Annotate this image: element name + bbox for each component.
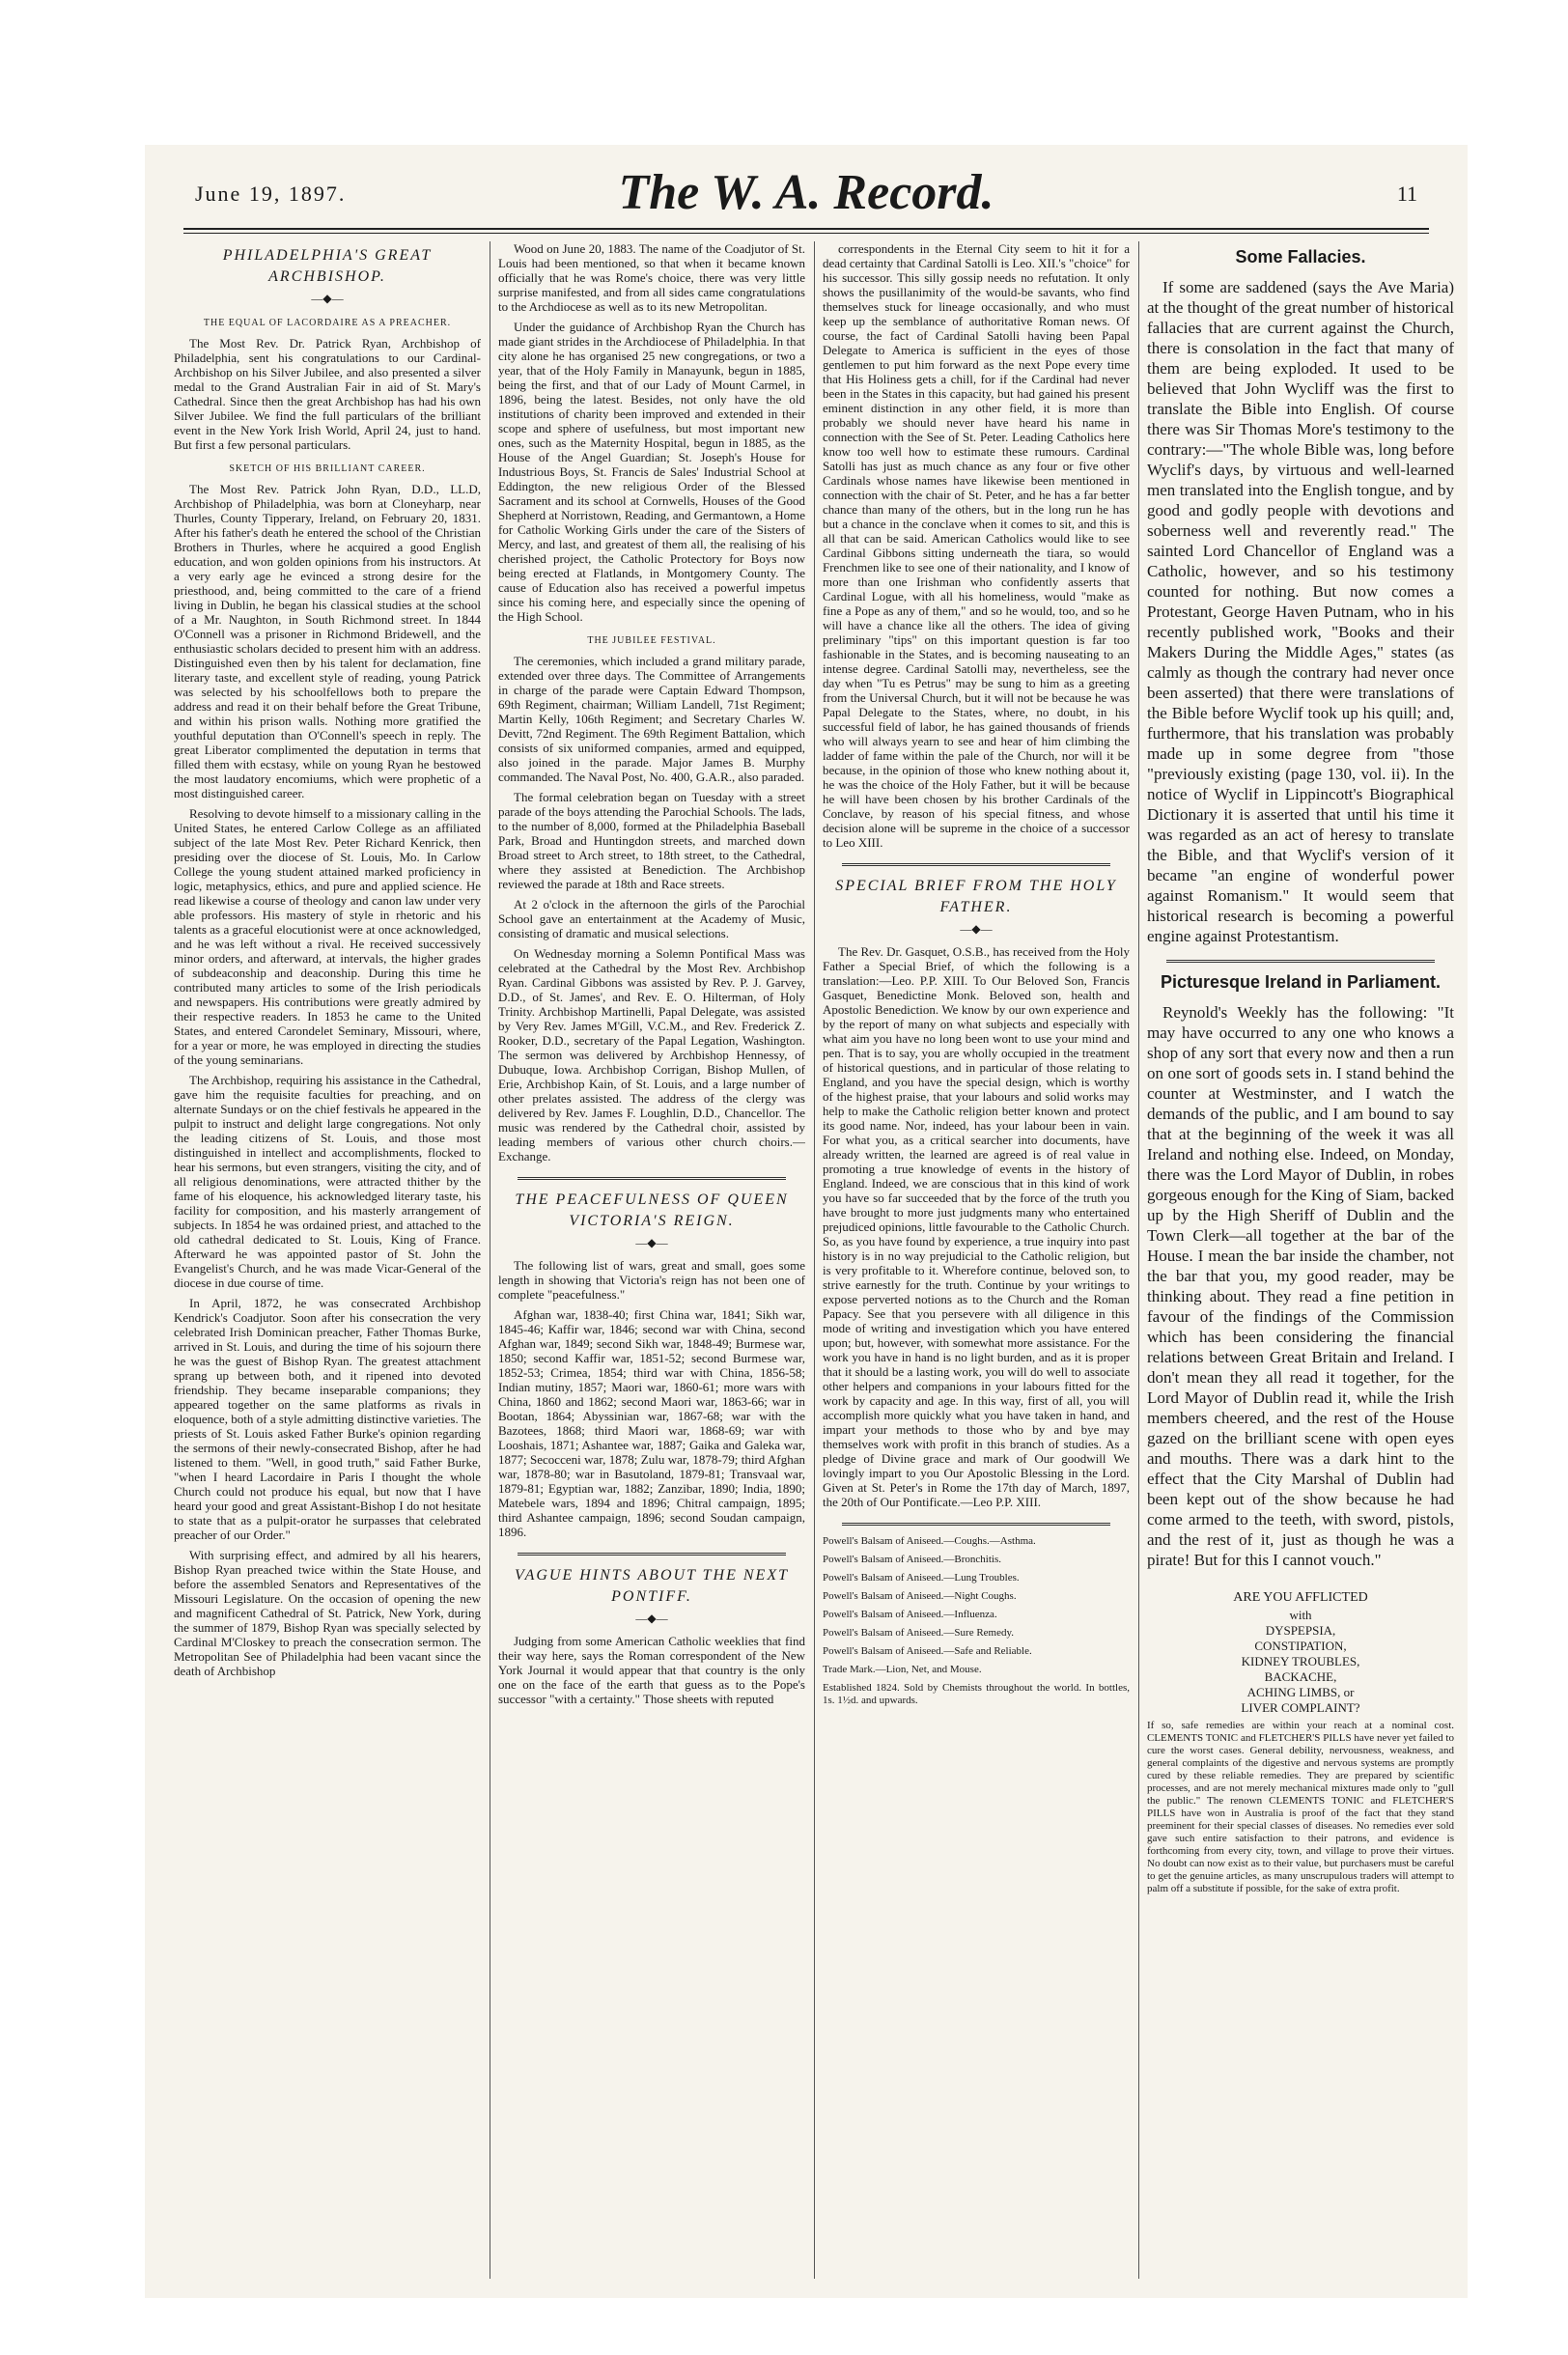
column-divider bbox=[814, 241, 815, 2279]
article-paragraph: Under the guidance of Archbishop Ryan the Church has made giant strides in the Archdiocese of Philadelphia. In that city alone he has organised 25 new congregations, or two a year, that of the Holy Family in Manayunk, begun in 1885, being the first, and that of our Lady of Mount Carmel, in 1896, being the latest. Besides, not only have the old institutions of charity been improved and extended in their scope and sphere of usefulness, but most important new ones, such as the Maternity Hospital, begun in 1885, as the House of the Angel Guardian; St. Joseph's House for Industrious Boys, St. Francis de Sales' Industrial School at Eddington, the new religious Order of the Blessed Sacrament and its school at Cornwells, Houses of the Good Shepherd at Norristown, Reading, and Germantown, a Home for Catholic Working Girls under the care of the Sisters of Mercy, and last, and greatest of them all, the realising of his cherished project, the Catholic Protectory for Boys now being erected at Flatlands, in Montgomery County. The cause of Education also has received a powerful impetus since his coming here, and especially since the opening of the High School. bbox=[498, 320, 805, 624]
article-paragraph: The Most Rev. Dr. Patrick Ryan, Archbishop of Philadelphia, sent his congratulations to our Cardinal-Archbishop on his Silver Jubilee, and also presented a silver medal to the Grand Australian Fair in aid of St. Mary's Cathedral. Since then the great Archbishop has had his own Silver Jubilee. We find the full particulars of the brilliant event in the New York Irish World, April 24, just to hand. But first a few personal particulars. bbox=[174, 336, 481, 452]
section-subheading: THE JUBILEE FESTIVAL. bbox=[587, 635, 716, 646]
article-paragraph: Afghan war, 1838-40; first China war, 1841; Sikh war, 1845-46; Kaffir war, 1846; second war with China, second Afghan war, 1849; second Sikh war, 1848-49; Burmese war, 1850; second Kaffir war, 1851-52; second Burmese war, 1852-53; Crimea, 1854; third war with China, 1856-58; Indian mutiny, 1857; Maori war, 1860-61; more wars with China, 1860 and 1862; second Maori war, 1863-66; war in Bootan, 1864; Abyssinian war, 1867-68; war with the Bazotees, 1868; third Maori war, 1868-69; war with Looshais, 1871; Ashantee war, 1887; Gaika and Galeka war, 1877; Secocceni war, 1878; Zulu war, 1878-79; third Afghan war, 1878-80; war in Basutoland, 1879-81; Transvaal war, 1879-81; Egyptian war, 1882; Zanzibar, 1890; India, 1890; Matebele wars, 1894 and 1896; Chitral campaign, 1895; third Ashantee campaign, 1896; second Soudan campaign, 1896. bbox=[498, 1307, 805, 1539]
article-separator bbox=[842, 863, 1110, 866]
article-paragraph: Judging from some American Catholic weeklies that find their way here, says the Roman correspondent of the New York Journal it would appear that that country is the only one on the face of the earth that guess as to the Pope's successor "with a certainty." Those sheets with reputed bbox=[498, 1634, 805, 1706]
masthead bbox=[145, 164, 1468, 224]
masthead-rule bbox=[183, 228, 1429, 234]
article-paragraph: If some are saddened (says the Ave Maria) at the thought of the great number of historical fallacies that are current against the Church, there is consolation in the fact that many of them are being exploded. It used to be believed that John Wycliff was the first to translate the Bible into English. Of course there was Sir Thomas More's testimony to the contrary:—"The whole Bible was, long before Wyclif's days, by virtuous and well-learned men translated into the English tongue, and by good and godly people with devotions and soberness well and reverently read." The sainted Lord Chancellor of England was a Catholic, however, and so his testimony counted for nothing. But now comes a Protestant, George Haven Putnam, who in his recently published work, "Books and their Makers During the Middle Ages," states (as calmly as though the contrary had never once been asserted) that there were translations of the Bible before Wyclif took up his quill; and, furthermore, that his translation was probably made up in some degree from "those "previously existing (page 130, vol. ii). In the notice of Wyclif in Lippincott's Biographical Dictionary it is asserted that until his time it was regarded as an act of heresy to translate the Bible, and that Wyclif's version of it became "an engine of wonderful power against Romanism." It would seem that historical research is becoming a powerful engine against Protestantism. bbox=[1147, 278, 1454, 945]
newspaper-page bbox=[145, 145, 1468, 2298]
ad-line: Powell's Balsam of Aniseed.—Bronchitis. bbox=[823, 1554, 1001, 1565]
article-heading: Picturesque Ireland in Parliament. bbox=[1160, 972, 1442, 992]
article-heading: PHILADELPHIA'S GREAT ARCHBISHOP. bbox=[222, 247, 433, 285]
article-paragraph: With surprising effect, and admired by all his hearers, Bishop Ryan preached twice within the State House, and before the assembled Senators and Representatives of the Missouri Legislature. On the occasion of opening the new and magnificent Cathedral of St. Patrick, New York, during the summer of 1879, Bishop Ryan was specially selected by Cardinal M'Closkey to preach the consecration sermon. The Metropolitan See of Philadelphia had been vacant since the death of Archbishop bbox=[174, 1548, 481, 1678]
article-paragraph: The formal celebration began on Tuesday with a street parade of the boys attending the Parochial Schools. The lads, to the number of 8,000, formed at the Philadelphia Baseball Park, Broad and Huntingdon streets, and marched down Broad street to Arch street, to 18th street, to the Cathedral, where they assisted at Benediction. The Archbishop reviewed the parade at 18th and Race streets. bbox=[498, 790, 805, 891]
section-subheading: SKETCH OF HIS BRILLIANT CAREER. bbox=[229, 463, 426, 474]
article-paragraph: The Most Rev. Patrick John Ryan, D.D., LL.D, Archbishop of Philadelphia, was born at Cloneyharp, near Thurles, County Tipperary, Ireland, on February 20, 1831. After his father's death he entered the school of the Christian Brothers in Thurles, where he acquired a good English education, and won golden opinions from his instructors. At a very early age he evinced a strong desire for the priesthood, and, being committed to the care of a friend living in Dublin, he began his classical studies at the school of a Mr. Naughton, in South Richmond street. In 1844 O'Connell was a prisoner in Richmond Bridewell, and the enthusiastic scholars decided to present him with an address. Distinguished even then by his talent for declamation, fine literary taste, and excellent style of reading, young Patrick was selected by his schoolfellows both to prepare the address and read it on their behalf before the Great Tribune, and within his prison walls. Nothing more gratified the youthful deputation than O'Connell's speech in reply. The great Liberator complimented the deputation in terms that filled them with ecstasy, while on young Ryan he bestowed the most laudatory encomiums, which were prophetic of a most distinguished career. bbox=[174, 482, 481, 800]
column-1 bbox=[174, 241, 481, 2279]
ad-body: If so, safe remedies are within your reach at a nominal cost. CLEMENTS TONIC and FLETCHER'S PILLS have never yet failed to cure the worst cases. General debility, nervousness, weakness, and general complaints of the digestive and nervous systems are promptly cured by these reliable remedies. They are prepared by scientific processes, and are not merely mechanical mixtures made only to "gull the public." The renown CLEMENTS TONIC and FLETCHER'S PILLS have won in Australia is proof of the fact that they stand preeminent for their special classes of diseases. No remedies ever sold gave such entire satisfaction to their patrons, and evidence is forthcoming from every city, town, and village to prove their virtues. No doubt can now exist as to their value, but purchasers must be careful to get the genuine articles, as many unscrupulous traders will attempt to palm off a substitute if possible, for the sake of extra profit. bbox=[1147, 1720, 1454, 1894]
ad-line: with bbox=[1289, 1608, 1312, 1622]
ad-line: Powell's Balsam of Aniseed.—Lung Troubles. bbox=[823, 1572, 1020, 1584]
article-separator bbox=[1166, 960, 1435, 963]
article-paragraph: At 2 o'clock in the afternoon the girls of the Parochial School gave an entertainment at the Academy of Music, consisting of dramatic and musical selections. bbox=[498, 897, 805, 940]
article-paragraph: The Rev. Dr. Gasquet, O.S.B., has received from the Holy Father a Special Brief, of which the following is a translation:—Leo. P.P. XIII. To Our Beloved Son, Francis Gasquet, Benedictine Monk. Beloved son, health and Apostolic Benediction. We know by our own experience and by the report of many on what subjects and especially with what aim you have no long been wont to use your mind and pen. That is to say, you are wholly occupied in the treatment of historical questions, and in particular of those relating to England, and you have the special design, which is worthy of the highest praise, that your labours and solid works may help to make the Catholic religion better known and protect its good name. Nor, indeed, has your labour been in vain. For what you, as a critical searcher into documents, have already written, the learned are agreed is of real value in promoting a true knowledge of events in the history of England. Indeed, we are conscious that in this kind of work you have so far succeeded that by the force of the truth you have brought to more just judgments many who entertained prejudiced opinions, little favourable to the Catholic Church. So, as you have found by experience, a true inquiry into past history is in no way prejudicial to the Catholic religion, but is very profitable to it. Wherefore continue, beloved son, to strive earnestly for the truth. Continue by your writings to expose perverted notions as to the Church and the Roman Papacy. See that you persevere with all diligence in this mode of writing and investigation which you have entered upon; but, however, with somewhat more assistance. For the work you have in hand is no light burden, and as it is proper that it should be a lasting work, you will do well to associate other helpers and companions in your labours fitted for the work by capacity and age. In this way, first of all, you will accomplish more quickly what you have taken in hand, and impart your methods to those who by and bye may themselves work with profit in this branch of studies. As a pledge of Divine grace and mark of Our goodwill We lovingly impart to you Our Apostolic Blessing in the Lord. Given at St. Peter's in Rome the 17th day of March, 1897, the 20th of Our Pontificate.—Leo P.P. XIII. bbox=[823, 944, 1130, 1509]
section-subheading: THE EQUAL OF LACORDAIRE AS A PREACHER. bbox=[203, 318, 452, 328]
ad-line: Established 1824. Sold by Chemists throughout the world. In bottles, 1s. 1½d. and upwards. bbox=[823, 1682, 1130, 1706]
ad-line: Powell's Balsam of Aniseed.—Sure Remedy. bbox=[823, 1627, 1015, 1639]
column-2 bbox=[498, 241, 805, 2279]
ornament-divider: —◆— bbox=[311, 292, 344, 305]
article-heading: SPECIAL BRIEF FROM THE HOLY FATHER. bbox=[835, 878, 1117, 915]
issue-date: June 19, 1897. bbox=[195, 182, 347, 206]
article-paragraph: In April, 1872, he was consecrated Archbishop Kendrick's Coadjutor. Soon after his consecration the very celebrated Irish Dominican preacher, Father Thomas Burke, arrived in St. Louis, and during the time of his sojourn there he was the guest of Bishop Ryan. The greatest attachment sprang up between both, and it ripened into devoted friendship. They became inseparable companions; they appeared together on the same platforms as rivals in eloquence, both of a style admitting distinctive varieties. The priests of St. Louis asked Father Burke's opinion regarding the sermons of their newly-consecrated Bishop, after he had listened to them. "Well, in good truth," said Father Burke, "when I heard Lacordaire in Paris I thought the whole Church could not produce his equal, but now that I have heard your good and great Assistant-Bishop I do not hesitate to state that as a pulpit-orator he surpasses that celebrated preacher of our Order." bbox=[174, 1296, 481, 1542]
article-paragraph: Reynold's Weekly has the following: "It may have occurred to any one who knows a shop of any sort that every now and then a run on one sort of goods sets in. I stand behind the counter at Westminster, and I watch the demands of the public, and I am bound to say that at the beginning of the week it was all Ireland and nothing else. Indeed, on Monday, there was the Lord Mayor of Dublin, in robes gorgeous enough for the King of Siam, backed up by the High Sheriff of Dublin and the Town Clerk—all together at the bar of the House. I mean the bar inside the chamber, not the bar that you, my good reader, may be thinking about. They read a fine petition in favour of the findings of the Commission which has been considering the financial relations between Great Britain and Ireland. I don't mean they all read it together, for the Lord Mayor of Dublin read it, while the Irish members cheered, and the rest of the House gazed on the brilliant scene with open eyes and mouths. There was a dark hint to the effect that the City Marshal of Dublin had been kept out of the show because he had come armed to the teeth, with sword, pistols, and the rest of it, just as though he was a pirate! But for this I cannot vouch." bbox=[1147, 1003, 1454, 1569]
article-heading: THE PEACEFULNESS OF QUEEN VICTORIA'S REIGN. bbox=[515, 1192, 789, 1229]
article-paragraph: The Archbishop, requiring his assistance in the Cathedral, gave him the requisite faculties for preaching, and on alternate Sundays or on the chief festivals he appeared in the pulpit to instruct and delight large congregations. Not only the leading citizens of St. Louis, and those most distinguished in intellect and accomplishments, flocked to hear his sermons, but even strangers, visiting the city, and of all religious denominations, were attracted thither by the fame of his eloquence, his acknowledged literary taste, his facility for composition, and his masterly arrangement of subjects. In 1854 he was ordained priest, and attached to the old cathedral dedicated to St. Louis, King of France. Afterward he was appointed pastor of St. John the Evangelist's Church, and he was made Vicar-General of the diocese in due course of time. bbox=[174, 1073, 481, 1290]
newspaper-title: The W. A. Record. bbox=[618, 165, 994, 220]
ad-line: Powell's Balsam of Aniseed.—Coughs.—Asthma. bbox=[823, 1535, 1036, 1547]
article-separator bbox=[518, 1553, 786, 1556]
ad-line: Powell's Balsam of Aniseed.—Influenza. bbox=[823, 1609, 997, 1620]
ad-line: Trade Mark.—Lion, Net, and Mouse. bbox=[823, 1664, 982, 1675]
ad-line: LIVER COMPLAINT? bbox=[1241, 1700, 1360, 1715]
column-4 bbox=[1147, 241, 1454, 2279]
article-paragraph: Wood on June 20, 1883. The name of the Coadjutor of St. Louis had been mentioned, so that when it became known officially that he was Rome's choice, there was very little surprise manifested, and from all sides came congratulations to the Archdiocese as well as to its new Metropolitan. bbox=[498, 241, 805, 314]
ad-line: Powell's Balsam of Aniseed.—Night Coughs. bbox=[823, 1590, 1017, 1602]
ad-line: CONSTIPATION, bbox=[1254, 1639, 1347, 1653]
ad-heading: ARE YOU AFFLICTED bbox=[1233, 1590, 1368, 1605]
advertisement-balsam bbox=[823, 1535, 1130, 1707]
ad-line: Powell's Balsam of Aniseed.—Safe and Reliable. bbox=[823, 1645, 1032, 1657]
article-paragraph: The ceremonies, which included a grand military parade, extended over three days. The Committee of Arrangements in charge of the parade were Captain Edward Thompson, 69th Regiment, chairman; William Landell, 71st Regiment; Martin Kelly, 106th Regiment; and Secretary Charles W. Devitt, 72nd Regiment. The 69th Regiment Battalion, which consists of six uniformed companies, armed and equipped, also joined in the parade. Major James B. Murphy commanded. The Naval Post, No. 400, G.A.R., also paraded. bbox=[498, 654, 805, 784]
ornament-divider: —◆— bbox=[635, 1612, 668, 1625]
ad-line: BACKACHE, bbox=[1264, 1669, 1337, 1684]
article-heading: Some Fallacies. bbox=[1235, 247, 1366, 266]
ad-line: DYSPEPSIA, bbox=[1265, 1623, 1336, 1638]
ad-line: KIDNEY TROUBLES, bbox=[1241, 1654, 1360, 1668]
article-separator bbox=[842, 1523, 1110, 1526]
article-heading: VAGUE HINTS ABOUT THE NEXT PONTIFF. bbox=[514, 1567, 789, 1605]
article-paragraph: The following list of wars, great and small, goes some length in showing that Victoria's reign has not been one of complete "peacefulness." bbox=[498, 1258, 805, 1302]
article-paragraph: correspondents in the Eternal City seem to hit it for a dead certainty that Cardinal Satolli is Leo. XII.'s "choice" for his successor. This silly gossip needs no refutation. It only shows the pusillanimity of the would-be savants, who find themselves stuck for lineage occasionally, and who must keep up the semblance of authoritative Roman news. Of course, the fact of Cardinal Satolli having been Papal Delegate to America is sufficient in the eyes of those gentlemen to put him forward as the next Pope every time that His Holiness gets a chill, for if the Cardinal had never been in the States in this capacity, but had gained his present eminent distinction in any other field, it is more than probably we should never have heard his name in connection with the See of St. Peter. Leading Catholics here know too well how to estimate these rumours. Cardinal Satolli has just as much chance as any four or five other Cardinals whose names have likewise been mentioned in connection with the chair of St. Peter, and he has a far better chance than many of the others, but in the long run he has but a chance in the conclave when it comes to sit, and this is all that can be said. American Catholics would like to see Cardinal Gibbons sitting underneath the tiara, so would Frenchmen like to see one of their nationality, and I know of more than one Irishman who confidently asserts that Cardinal Logue, with all his homeliness, would "make as fine a Pope as any of them," and so he would, too, and so he will have a chance like all the others. The idea of giving preliminary "tips" on this important question is far too fashionable in the States, and is becoming nauseating to an intense degree. Cardinal Satolli may, nevertheless, see the day when "Tu es Petrus" may be sung to him as a greeting from the Universal Church, but it will not be because he was Papal Delegate to the States, where, no doubt, in his successful field of labor, he has gained thousands of friends who will always yearn to see and hear of him climbing the ladder of fame within the pale of the Church, nor will it be because, in the opinion of those who knew nothing about it, he was the choice of the Holy Father, but it will be because he will have been chosen by his brother Cardinals of the Conclave, by reason of his special fitness, and whose decision alone will be supreme in the choice of a successor to Leo XIII. bbox=[823, 241, 1130, 850]
article-paragraph: On Wednesday morning a Solemn Pontifical Mass was celebrated at the Cathedral by the Most Rev. Archbishop Ryan. Cardinal Gibbons was assisted by Rev. P. J. Garvey, D.D., of St. James', and Rev. E. O. Hilterman, of Holy Trinity. Archbishop Martinelli, Papal Delegate, was assisted by Very Rev. James M'Gill, V.C.M., and Rev. Frederick Z. Rooker, D.D., secretary of the Papal Legation, Washington. The sermon was delivered by Archbishop Hennessy, of Dubuque, Iowa. Archbishop Corrigan, Bishop Mullen, of Erie, Archbishop Kain, of St. Louis, and a large number of other prelates assisted. The address of the clergy was delivered by Rev. James F. Loughlin, D.D., Chancellor. The music was rendered by the Cathedral choir, assisted by leading members of various other church choirs.—Exchange. bbox=[498, 946, 805, 1163]
ornament-divider: —◆— bbox=[635, 1236, 668, 1249]
article-separator bbox=[518, 1177, 786, 1180]
ornament-divider: —◆— bbox=[960, 922, 993, 936]
page-number: 11 bbox=[1396, 182, 1417, 206]
article-paragraph: Resolving to devote himself to a missionary calling in the United States, he entered Carlow College as an affiliated subject of the late Most Rev. Peter Richard Kenrick, then presiding over the diocese of St. Louis, Mo. In Carlow College the young student attained marked proficiency in logic, metaphysics, ethics, and pure and applied science. He read likewise a course of theology and canon law under very able professors. His mastery of style in rhetoric and his talents as a graceful elocutionist were at once acknowledged, and he was left without a rival. He received successively minor orders, and afterward, at intervals, the higher grades of subdeaconship and deaconship. During this time he contributed many articles to some of the Irish periodicals and newspapers. His contributions were greatly admired by their respective readers. In 1853 he came to the United States, and entered Carondelet Seminary, Missouri, where, for a year or more, he was employed in directing the studies of the young seminarians. bbox=[174, 806, 481, 1067]
column-divider bbox=[1138, 241, 1139, 2279]
ad-line: ACHING LIMBS, or bbox=[1246, 1685, 1355, 1699]
column-3 bbox=[823, 241, 1130, 2279]
